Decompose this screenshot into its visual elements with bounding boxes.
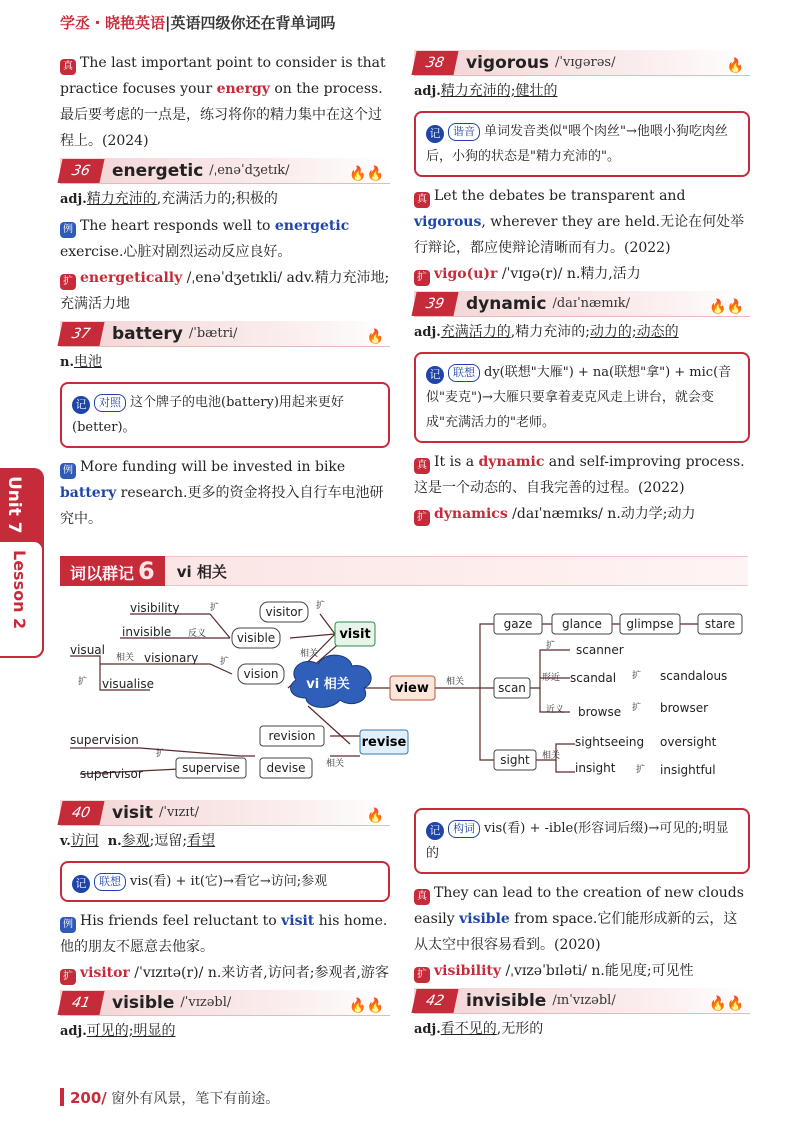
memory-note [414, 111, 750, 177]
translation: 无论在何处举行辩论，都应使辩论清晰而有力。(2022) [414, 214, 745, 256]
note-text: 这个牌子的电池(battery)用起来更好(better)。 [72, 395, 344, 435]
text: The heart responds well to [80, 218, 275, 234]
pos: n. [566, 266, 581, 282]
def: 电池 [73, 354, 102, 370]
keyword: battery [60, 485, 117, 501]
memory-note [414, 352, 750, 443]
relation-label: 形近 [542, 673, 561, 683]
relation-label: 相关 [446, 677, 465, 687]
pos: adj. [414, 325, 441, 340]
text: and self-improving process. [544, 454, 745, 470]
node-label: sight [500, 753, 530, 767]
relation-label: 扩 [220, 657, 230, 667]
word-header-39 [414, 291, 750, 317]
example [60, 908, 390, 960]
page-footer [60, 1088, 279, 1108]
bottom-left-column [60, 800, 390, 1045]
pronunciation: /ˌenəˈdʒetɪk/ [209, 162, 290, 178]
def: 充满活力的 [440, 324, 511, 340]
word-header-40 [60, 800, 390, 826]
word-insight: insight [575, 761, 616, 775]
bottom-right-column [414, 800, 750, 1043]
word-supervisor: supervisor [80, 767, 143, 781]
node-label: visible [236, 631, 276, 645]
headword: battery [112, 323, 183, 344]
node-label: visitor [265, 605, 303, 619]
pronunciation: /ˈbætri/ [188, 325, 238, 341]
expand-tag-icon: 扩 [60, 274, 76, 290]
translation: 更多的资金将投入自行车电池研究中。 [60, 485, 384, 527]
note-tag: 构词 [448, 820, 480, 838]
page-header [60, 12, 336, 33]
example-tag-icon: 例 [60, 463, 76, 479]
pos: adj. [414, 1022, 441, 1037]
pronunciation: /ˈvɪɡərəs/ [555, 54, 616, 70]
relation-label: 扩 [632, 703, 642, 713]
word-number: 40 [57, 801, 104, 825]
relation-label: 相关 [542, 751, 561, 761]
headword: vigorous [466, 52, 550, 73]
def: ;逗留; [149, 833, 188, 849]
example [414, 183, 750, 261]
translation: 这是一个动态的、自我完善的过程。(2022) [414, 480, 685, 496]
memo-icon: 记 [426, 125, 444, 143]
keyword: visibility [434, 963, 501, 979]
word-browser: browser [660, 701, 709, 715]
def: 来访者,访问者;参观者,游客 [221, 965, 389, 981]
exam-tag-icon: 真 [414, 192, 430, 208]
def: 精力充沛的;健壮的 [440, 83, 558, 99]
word-scanner: scanner [576, 643, 624, 657]
pos: adj. [414, 84, 441, 99]
note-tag: 对照 [94, 394, 126, 412]
word-supervision: supervision [70, 733, 139, 747]
derivative [414, 958, 750, 984]
relation-label: 扩 [78, 677, 88, 687]
derivative [414, 501, 750, 527]
page-number: 200/ [70, 1089, 107, 1107]
keyword: energetic [274, 218, 350, 234]
keyword: vigo(u)r [434, 266, 498, 282]
center-label: vi 相关 [306, 677, 350, 692]
text: on the process. [269, 81, 383, 97]
definition [414, 78, 750, 105]
text: It is a [434, 454, 479, 470]
node-label: revision [268, 729, 316, 743]
def: 精力充沛的 [86, 191, 157, 207]
footer-motto: 窗外有风景，笔下有前途。 [111, 1091, 280, 1107]
relation-label: 反义 [188, 629, 207, 639]
flame-icon: 🔥🔥 [349, 998, 384, 1014]
example-tag-icon: 例 [60, 917, 76, 933]
word-scandalous: scandalous [660, 669, 728, 683]
exam-tag-icon: 真 [60, 59, 76, 75]
exam-tag-icon: 真 [414, 889, 430, 905]
header-sep: | [165, 14, 171, 32]
word-invisible: invisible [122, 625, 172, 639]
pronunciation: /ˈvɪzɪt/ [158, 804, 200, 820]
headword: invisible [466, 990, 547, 1011]
exam-tag-icon: 真 [414, 458, 430, 474]
text: Let the debates be transparent and [434, 188, 686, 204]
pronunciation: /ˌenəˈdʒetɪkli/ [186, 270, 283, 286]
text: research. [116, 485, 188, 501]
example-tag-icon: 例 [60, 222, 76, 238]
headword: dynamic [466, 293, 547, 314]
memory-note [60, 382, 390, 448]
node-label: visit [339, 627, 371, 642]
translation: 最后要考虑的一点是，练习将你的精力集中在这个过程上。(2024) [60, 107, 382, 149]
text: More funding will be invested in bike [80, 459, 346, 475]
definition [60, 349, 390, 376]
pos: adj. [60, 1024, 87, 1039]
note-text: vis(看) + it(它)→看它→访问;参观 [130, 874, 328, 889]
word-browse: browse [578, 705, 622, 719]
pos: n. [591, 963, 605, 979]
group-number: 6 [138, 557, 155, 585]
def: 看望 [187, 833, 216, 849]
headword: energetic [112, 160, 204, 181]
example [60, 213, 390, 265]
definition [414, 319, 750, 346]
word-number: 38 [411, 51, 458, 75]
link [140, 664, 232, 674]
header-title: 英语四级你还在背单词吗 [170, 14, 336, 32]
node-label: stare [704, 617, 736, 631]
headword: visible [112, 992, 175, 1013]
definition [60, 1018, 390, 1045]
word-visual: visual [70, 643, 105, 657]
note-text: dy(联想"大雁") + na(联想"拿") + mic(音似"麦克")→大雁只要拿着麦克风走上讲台，就会变成"充满活力的"老师。 [426, 365, 732, 430]
node-label: scan [498, 681, 526, 695]
pronunciation: /ˌvɪzəˈbɪləti/ [505, 963, 587, 979]
unit-label: Unit 7 [4, 476, 24, 534]
keyword: visible [459, 911, 510, 927]
left-column [60, 50, 390, 532]
def: ,无形的 [496, 1021, 544, 1037]
relation-label: 相关 [326, 759, 345, 769]
node-label: vision [243, 667, 279, 681]
def: 精力充沛地;充满活力地 [60, 270, 390, 312]
definition [414, 1016, 750, 1043]
word-group-bar [60, 556, 748, 586]
note-text: vis(看) + -ible(形容词后缀)→可见的;明显的 [426, 821, 729, 861]
text: The last important point to consider is that practice focuses your [60, 55, 386, 97]
word-header-41 [60, 990, 390, 1016]
flame-icon: 🔥🔥 [349, 166, 384, 182]
word-visualise: visualise [102, 677, 154, 691]
def: ,充满活力的;积极的 [156, 191, 278, 207]
def: 可见的;明显的 [86, 1023, 176, 1039]
node-label: supervise [182, 761, 240, 775]
word-header-36 [60, 158, 390, 184]
keyword: visitor [80, 965, 130, 981]
word-number: 42 [411, 989, 458, 1013]
word-number: 37 [57, 322, 104, 346]
text: from space. [509, 911, 598, 927]
headword: visit [112, 802, 153, 823]
memory-note [60, 861, 390, 902]
node-label: gaze [503, 617, 533, 631]
word-insightful: insightful [660, 763, 716, 777]
flame-icon: 🔥 [366, 329, 384, 345]
keyword: energy [216, 81, 270, 97]
lesson-tab [0, 540, 44, 658]
word-number: 39 [411, 292, 458, 316]
node-label: revise [361, 735, 407, 750]
lesson-label: Lesson 2 [10, 550, 29, 630]
node-label: glimpse [626, 617, 674, 631]
keyword: vigorous [414, 214, 482, 230]
group-title: vi 相关 [176, 562, 227, 581]
word-sightseeing: sightseeing [575, 735, 645, 749]
relation-label: 相关 [116, 653, 135, 663]
def: 参观 [121, 833, 150, 849]
memo-icon: 记 [426, 822, 444, 840]
flame-icon: 🔥 [726, 58, 744, 74]
memo-icon: 记 [72, 396, 90, 414]
pos: n. [107, 834, 122, 849]
note-tag: 联想 [94, 873, 126, 891]
flame-icon: 🔥🔥 [709, 299, 744, 315]
pronunciation: /ˈvɪɡə(r)/ [501, 266, 563, 282]
relation-label: 扩 [210, 603, 220, 613]
keyword: energetically [80, 270, 183, 286]
expand-tag-icon: 扩 [414, 270, 430, 286]
word-header-42 [414, 988, 750, 1014]
pos: adj. [60, 192, 87, 207]
memory-note [414, 808, 750, 874]
def: 访问 [70, 833, 99, 849]
pronunciation: /ˈvɪzəbl/ [180, 994, 232, 1010]
expand-tag-icon: 扩 [414, 967, 430, 983]
word-oversight: oversight [660, 735, 717, 749]
text: exercise. [60, 244, 124, 260]
def: 能见度;可见性 [604, 963, 694, 979]
expand-tag-icon: 扩 [414, 510, 430, 526]
intro-example [60, 50, 390, 154]
text: , wherever they are held. [481, 214, 661, 230]
word-header-38 [414, 50, 750, 76]
right-column [414, 50, 750, 527]
group-label [60, 556, 165, 586]
note-tag: 谐音 [448, 123, 480, 141]
relation-label: 扩 [546, 641, 556, 651]
pronunciation: /daɪˈnæmɪks/ [512, 506, 603, 522]
memo-icon: 记 [426, 366, 444, 384]
word-visibility: visibility [130, 601, 180, 615]
def: ,精力充沛的; [510, 324, 590, 340]
note-text: 单词发音类似"喂个肉丝"→他喂小狗吃肉丝后，小狗的状态是"精力充沛的"。 [426, 124, 728, 164]
pronunciation: /ɪnˈvɪzəbl/ [552, 992, 616, 1008]
def: 动力的;动态的 [589, 324, 679, 340]
relation-label: 扩 [636, 765, 646, 775]
text: His friends feel reluctant to [80, 913, 282, 929]
pronunciation: /daɪˈnæmɪk/ [552, 295, 630, 311]
derivative [60, 265, 390, 317]
node-label: glance [562, 617, 602, 631]
footer-bar [60, 1088, 64, 1106]
pos: adv. [286, 270, 315, 286]
word-number: 41 [57, 991, 104, 1015]
flame-icon: 🔥🔥 [709, 996, 744, 1012]
definition [60, 828, 390, 855]
definition [60, 186, 390, 213]
keyword: dynamic [478, 454, 545, 470]
node-label: view [395, 681, 429, 696]
memo-icon: 记 [72, 875, 90, 893]
translation: 他的朋友不愿意去他家。 [60, 939, 214, 955]
pos: v. [60, 834, 71, 849]
node-label: devise [266, 761, 306, 775]
relation-label: 近义 [546, 705, 565, 715]
relation-label: 扩 [632, 671, 642, 681]
text: his home. [314, 913, 388, 929]
example [414, 880, 750, 958]
keyword: dynamics [434, 506, 508, 522]
text: They can lead to the creation of new clouds easily [414, 885, 744, 927]
example [60, 454, 390, 532]
pos: n. [60, 355, 74, 370]
word-header-37 [60, 321, 390, 347]
word-visionary: visionary [144, 651, 199, 665]
group-label-text: 词以群记 [70, 564, 135, 583]
def: 看不见的 [440, 1021, 497, 1037]
def: 精力,活力 [580, 266, 641, 282]
flame-icon: 🔥 [366, 808, 384, 824]
note-tag: 联想 [448, 364, 480, 382]
keyword: visit [281, 913, 315, 929]
relation-label: 相关 [300, 649, 319, 659]
header-brand: 学丞・晓艳英语 [60, 14, 166, 32]
derivative [414, 261, 750, 287]
mind-map [60, 594, 750, 790]
def: 动力学;动力 [620, 506, 696, 522]
pos: n. [607, 506, 621, 522]
translation: 它们能形成新的云，这从太空中很容易看到。(2020) [414, 911, 738, 953]
word-scandal: scandal [570, 671, 617, 685]
translation: 心脏对剧烈运动反应良好。 [123, 244, 292, 260]
pos: n. [207, 965, 222, 981]
relation-label: 扩 [316, 601, 326, 611]
derivative [60, 960, 390, 986]
relation-label: 扩 [156, 749, 166, 759]
example [414, 449, 750, 501]
expand-tag-icon: 扩 [60, 969, 76, 985]
word-number: 36 [57, 159, 104, 183]
pronunciation: /ˈvɪzɪtə(r)/ [134, 965, 204, 981]
link [435, 624, 494, 760]
